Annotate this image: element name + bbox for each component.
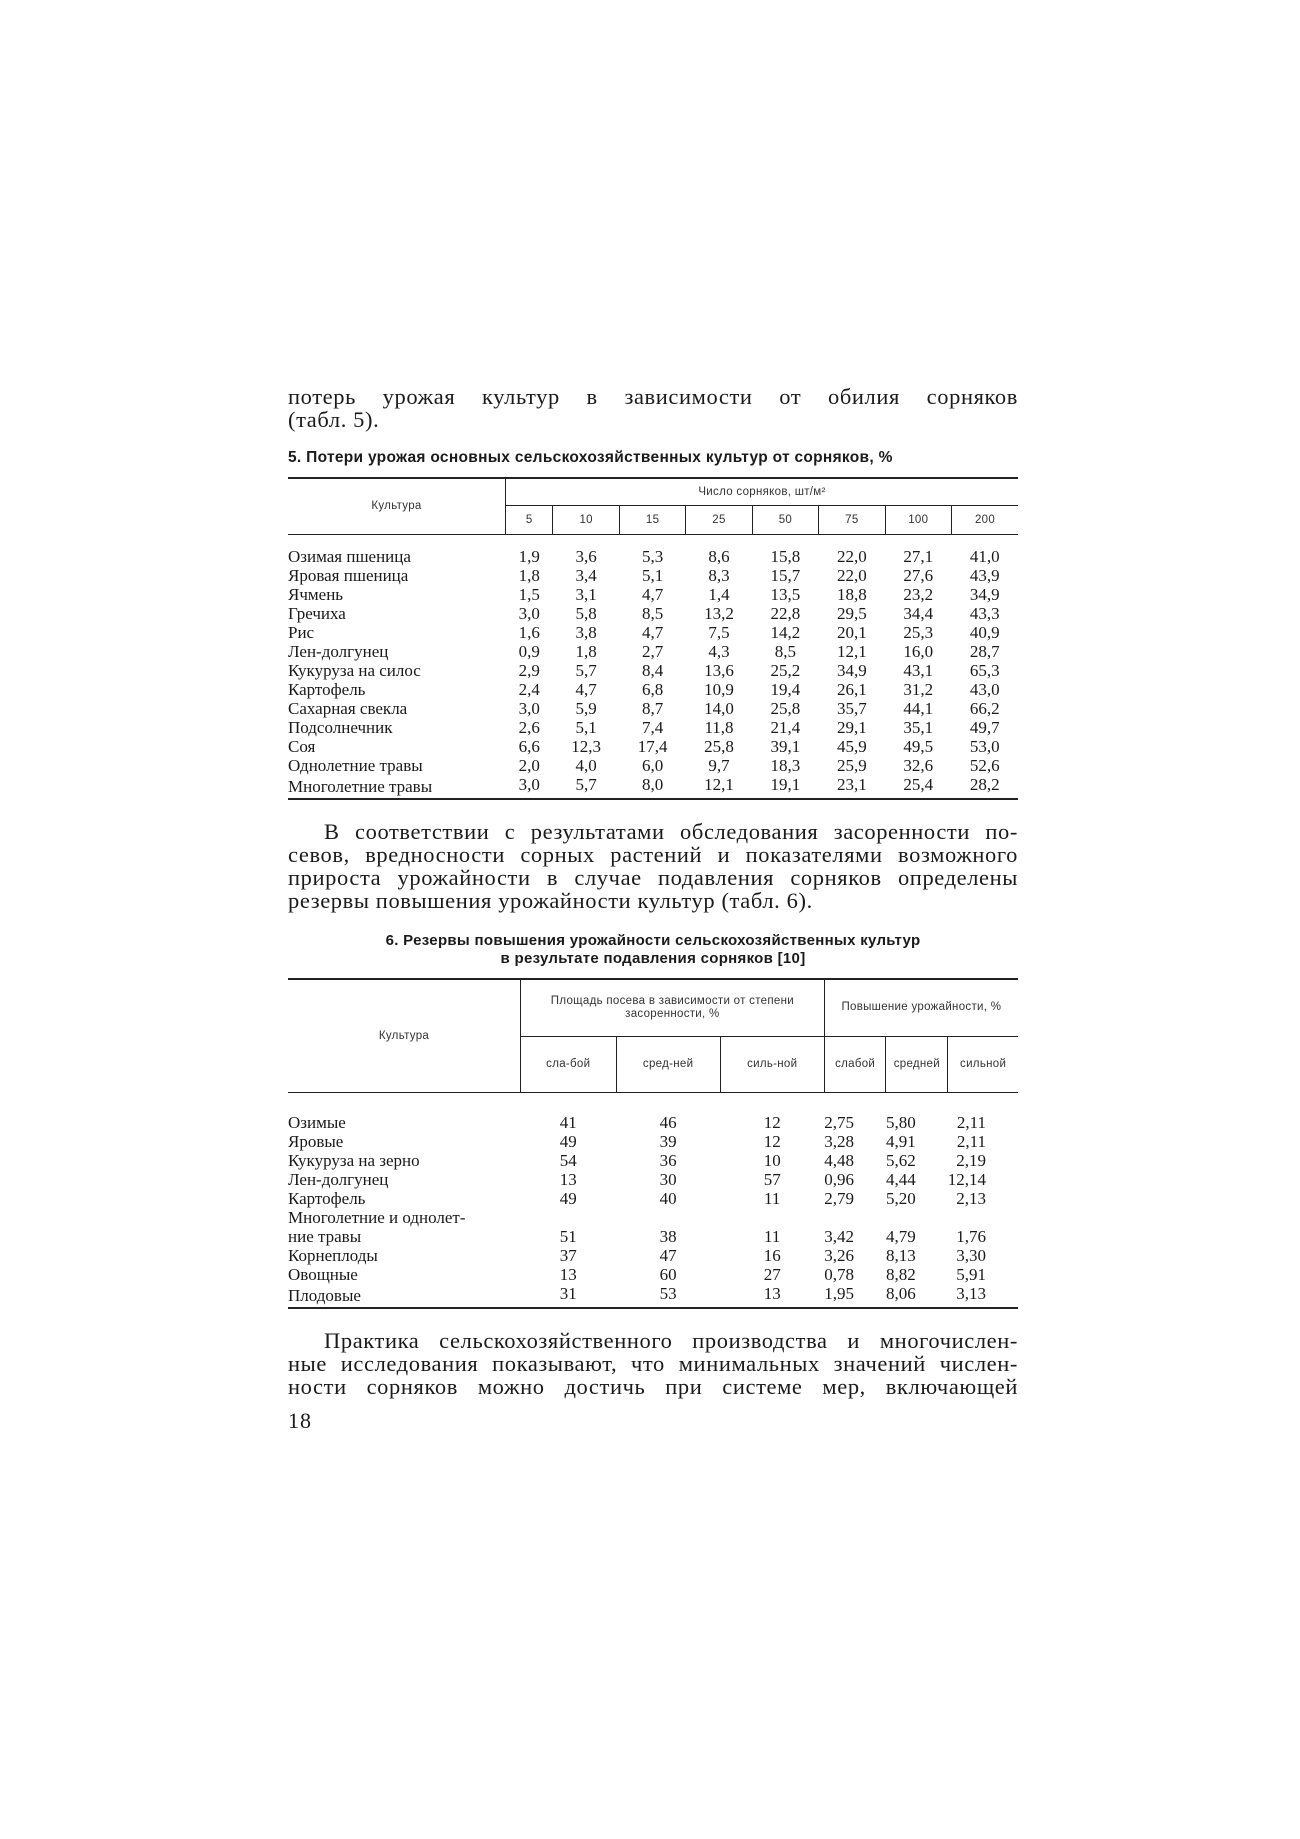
table-cell: 5,9 xyxy=(575,699,597,718)
table-cell: 6,8 xyxy=(641,680,664,699)
table-cell: 41,0 xyxy=(969,547,1000,566)
table5-column-header: 15 xyxy=(619,506,685,535)
table-row xyxy=(288,1284,1018,1308)
table-cell xyxy=(616,1208,720,1227)
table-cell: 23,1 xyxy=(836,775,867,794)
table-cell: 12,1 xyxy=(704,775,734,794)
table-cell: 8,5 xyxy=(774,642,797,661)
paragraph2-line-3: прироста урожайности в случае подавления сорняков определены xyxy=(288,865,1018,890)
table-cell: 25,3 xyxy=(903,623,934,642)
table-cell: 15,8 xyxy=(770,547,801,566)
table-row xyxy=(288,775,1018,799)
table-cell: 14,2 xyxy=(770,623,801,642)
table6-yield-subheader: слабой xyxy=(824,1036,886,1093)
table-row xyxy=(288,699,1018,718)
table-cell: 5,91 xyxy=(956,1265,986,1284)
table-cell: 65,3 xyxy=(969,661,1000,680)
table6-area-subheader: сред-ней xyxy=(616,1036,720,1093)
table-cell: 20,1 xyxy=(836,623,867,642)
table-row xyxy=(288,585,1018,604)
table-cell xyxy=(521,1208,617,1227)
row-label: Озимая пшеница xyxy=(288,547,411,566)
table-cell: 43,9 xyxy=(969,566,1000,585)
table-cell: 0,9 xyxy=(518,642,540,661)
table-row xyxy=(288,1093,1018,1133)
table-cell: 12,3 xyxy=(571,737,602,756)
table-cell: 16 xyxy=(763,1246,781,1265)
table-cell: 2,19 xyxy=(956,1151,986,1170)
row-label: Картофель xyxy=(288,680,366,699)
table-cell: 5,80 xyxy=(885,1113,916,1132)
table-cell: 13 xyxy=(559,1170,577,1189)
table6 xyxy=(288,978,1018,1309)
table-cell: 60 xyxy=(659,1265,677,1284)
table-cell: 31,2 xyxy=(903,680,934,699)
table-cell: 8,13 xyxy=(885,1246,916,1265)
table-cell: 51 xyxy=(559,1227,577,1246)
table-cell: 6,6 xyxy=(518,737,540,756)
table-cell: 25,4 xyxy=(903,775,934,794)
table5-caption: 5. Потери урожая основных сельскохозяйственных культур от сорняков, % xyxy=(288,449,893,466)
table-cell: 25,8 xyxy=(770,699,801,718)
table-cell: 22,8 xyxy=(770,604,801,623)
table5-header-culture: Культура xyxy=(288,478,506,535)
row-label: Ячмень xyxy=(288,585,344,604)
table-cell: 3,0 xyxy=(518,775,540,794)
table-cell: 23,2 xyxy=(903,585,934,604)
table-cell: 35,1 xyxy=(903,718,934,737)
row-label: Овощные xyxy=(288,1265,358,1284)
row-label: Соя xyxy=(288,737,316,756)
page-content xyxy=(288,385,1018,1434)
table-cell: 4,0 xyxy=(575,756,597,775)
table-cell: 22,0 xyxy=(836,547,867,566)
row-label: Гречиха xyxy=(288,604,346,623)
table-cell: 53,0 xyxy=(969,737,1000,756)
table-cell: 4,91 xyxy=(885,1132,916,1151)
table-cell: 5,7 xyxy=(575,661,597,680)
paragraph2-line-2: севов, вредносности сорных растений и показателями возможного xyxy=(288,842,1018,867)
row-label: Многолетние травы xyxy=(288,777,433,796)
table-row xyxy=(288,642,1018,661)
row-label: Многолетние и однолет- xyxy=(288,1208,466,1227)
row-label: Яровые xyxy=(288,1132,344,1151)
paragraph3-line-3: ности сорняков можно достичь при системе мер, включающей xyxy=(288,1374,1018,1399)
table-cell: 2,79 xyxy=(824,1189,854,1208)
table-cell: 4,48 xyxy=(824,1151,854,1170)
table-cell: 17,4 xyxy=(637,737,668,756)
table-cell: 1,95 xyxy=(824,1284,854,1303)
table6-header-culture: Культура xyxy=(288,979,521,1093)
intro-line-1: потерь урожая культур в зависимости от обилия сорняков xyxy=(288,384,1018,409)
table-row xyxy=(288,1170,1018,1189)
table-cell: 66,2 xyxy=(969,699,1000,718)
table-row xyxy=(288,604,1018,623)
table-cell: 8,82 xyxy=(885,1265,916,1284)
table-cell: 25,2 xyxy=(770,661,801,680)
table-cell: 5,7 xyxy=(575,775,597,794)
table-row xyxy=(288,661,1018,680)
table-cell: 3,28 xyxy=(824,1132,854,1151)
table-cell: 13,2 xyxy=(704,604,734,623)
table-cell: 32,6 xyxy=(903,756,934,775)
row-label: Картофель xyxy=(288,1189,366,1208)
table-cell: 1,8 xyxy=(575,642,597,661)
table-cell: 18,8 xyxy=(836,585,867,604)
table-cell: 11,8 xyxy=(704,718,734,737)
table6-caption-line-2: в результате подавления сорняков [10] xyxy=(500,950,806,967)
table-cell: 49 xyxy=(559,1189,577,1208)
table-cell: 27,6 xyxy=(903,566,934,585)
table-cell: 4,7 xyxy=(641,623,664,642)
row-label: Озимые xyxy=(288,1113,346,1132)
table-row xyxy=(288,718,1018,737)
table-cell: 19,1 xyxy=(770,775,801,794)
table-cell: 5,1 xyxy=(641,566,664,585)
row-label: ние травы xyxy=(288,1227,362,1246)
table5-column-header: 10 xyxy=(553,506,619,535)
table-cell: 8,4 xyxy=(641,661,664,680)
table6-area-subheader: силь-ной xyxy=(720,1036,824,1093)
table-cell: 1,76 xyxy=(956,1227,986,1246)
table-cell: 6,0 xyxy=(641,756,664,775)
table-cell: 29,5 xyxy=(836,604,867,623)
row-label: Подсолнечник xyxy=(288,718,393,737)
table5 xyxy=(288,477,1018,800)
table-cell: 10,9 xyxy=(704,680,734,699)
row-label: Корнеплоды xyxy=(288,1246,378,1265)
row-label: Однолетние травы xyxy=(288,756,423,775)
table-cell: 8,06 xyxy=(885,1284,916,1303)
table-cell: 8,6 xyxy=(708,547,730,566)
table-cell: 5,8 xyxy=(575,604,597,623)
table-row xyxy=(288,1265,1018,1284)
table6-header-area: Площадь посева в зависимости от степени засоренности, % xyxy=(521,979,825,1036)
table-cell: 12,14 xyxy=(947,1170,986,1189)
table-cell: 2,4 xyxy=(518,680,540,699)
table-cell xyxy=(948,1208,1018,1227)
table-cell: 43,3 xyxy=(969,604,1000,623)
row-label: Рис xyxy=(288,623,315,642)
table-cell: 3,0 xyxy=(518,699,540,718)
table-row xyxy=(288,1151,1018,1170)
table-cell: 2,6 xyxy=(518,718,540,737)
row-label: Лен-долгунец xyxy=(288,1170,389,1189)
table-cell: 22,0 xyxy=(836,566,867,585)
row-label: Кукуруза на зерно xyxy=(288,1151,420,1170)
table-cell: 5,20 xyxy=(885,1189,916,1208)
table-row xyxy=(288,623,1018,642)
table6-caption xyxy=(288,932,1018,968)
table-cell: 27,1 xyxy=(903,547,934,566)
table-row xyxy=(288,1246,1018,1265)
table-cell: 45,9 xyxy=(836,737,867,756)
table-cell: 2,11 xyxy=(956,1132,986,1151)
page-number: 18 xyxy=(288,1408,312,1433)
table-cell: 43,0 xyxy=(969,680,1000,699)
table6-yield-subheader: сильной xyxy=(948,1036,1018,1093)
table-cell: 31 xyxy=(559,1284,577,1303)
table-cell: 3,26 xyxy=(824,1246,854,1265)
table6-yield-subheader: средней xyxy=(886,1036,948,1093)
table-cell: 7,5 xyxy=(708,623,730,642)
table-cell: 44,1 xyxy=(903,699,934,718)
table-cell: 9,7 xyxy=(708,756,730,775)
table-cell: 39,1 xyxy=(770,737,801,756)
table-cell: 21,4 xyxy=(770,718,801,737)
table5-column-header: 200 xyxy=(951,506,1018,535)
table-cell: 2,75 xyxy=(824,1113,854,1132)
table-cell: 4,3 xyxy=(708,642,730,661)
table-cell: 16,0 xyxy=(903,642,934,661)
table5-column-header: 25 xyxy=(686,506,752,535)
table5-column-header: 50 xyxy=(752,506,818,535)
table-cell: 49 xyxy=(559,1132,577,1151)
intro-text xyxy=(288,385,1018,431)
table-cell: 2,0 xyxy=(518,756,540,775)
table-cell: 30 xyxy=(659,1170,677,1189)
table-cell: 13 xyxy=(763,1284,781,1303)
table6-header-yield: Повышение урожайности, % xyxy=(824,979,1018,1036)
table-cell: 3,42 xyxy=(824,1227,854,1246)
table-cell: 3,8 xyxy=(575,623,597,642)
table-cell xyxy=(824,1208,886,1227)
table-cell: 39 xyxy=(659,1132,677,1151)
table-cell: 1,5 xyxy=(518,585,540,604)
table-cell: 13,5 xyxy=(770,585,801,604)
table-cell: 38 xyxy=(659,1227,677,1246)
table5-column-header: 100 xyxy=(885,506,951,535)
table-cell: 8,0 xyxy=(641,775,664,794)
table-cell: 40 xyxy=(659,1189,677,1208)
table-row xyxy=(288,1189,1018,1208)
table-cell: 1,4 xyxy=(708,585,730,604)
row-label: Яровая пшеница xyxy=(288,566,409,585)
row-label: Лен-долгунец xyxy=(288,642,389,661)
table-cell: 5,3 xyxy=(641,547,664,566)
table6-caption-line-1: 6. Резервы повышения урожайности сельскохозяйственных культур xyxy=(385,932,921,949)
table-cell: 2,9 xyxy=(518,661,540,680)
table-cell: 54 xyxy=(559,1151,577,1170)
table-cell: 26,1 xyxy=(836,680,867,699)
table-cell: 27 xyxy=(763,1265,781,1284)
table-cell: 18,3 xyxy=(770,756,801,775)
table6-body xyxy=(288,1093,1018,1309)
table5-header-group: Число сорняков, шт/м² xyxy=(506,478,1019,506)
table-cell: 3,1 xyxy=(575,585,597,604)
table5-body xyxy=(288,535,1018,800)
paragraph3-line-1: Практика сельскохозяйственного производства и многочислен- xyxy=(324,1328,1018,1353)
table-cell: 5,62 xyxy=(885,1151,916,1170)
table-cell: 2,11 xyxy=(956,1113,986,1132)
table-row xyxy=(288,1208,1018,1227)
table-cell: 37 xyxy=(559,1246,577,1265)
table-cell: 11 xyxy=(764,1227,781,1246)
table-cell: 41 xyxy=(559,1113,577,1132)
table-cell: 28,7 xyxy=(969,642,1000,661)
table-cell: 3,30 xyxy=(956,1246,986,1265)
table-row xyxy=(288,535,1018,567)
table-cell xyxy=(886,1208,948,1227)
table-cell: 36 xyxy=(659,1151,677,1170)
row-label: Кукуруза на силос xyxy=(288,661,421,680)
table-cell: 3,4 xyxy=(575,566,597,585)
table-row xyxy=(288,680,1018,699)
table-cell: 34,9 xyxy=(836,661,867,680)
table-cell: 4,7 xyxy=(641,585,664,604)
table-cell: 47 xyxy=(659,1246,677,1265)
table-cell: 1,6 xyxy=(518,623,540,642)
paragraph-3 xyxy=(288,1329,1018,1398)
table-cell: 12 xyxy=(763,1132,781,1151)
table-cell: 4,79 xyxy=(885,1227,916,1246)
paragraph2-line-4: резервы повышения урожайности культур (табл. 6). xyxy=(288,888,813,913)
table-cell xyxy=(720,1208,824,1227)
table-cell: 11 xyxy=(764,1189,781,1208)
table-cell: 7,4 xyxy=(641,718,664,737)
table-cell: 57 xyxy=(763,1170,781,1189)
table-cell: 3,13 xyxy=(956,1284,986,1303)
table-cell: 1,8 xyxy=(518,566,540,585)
paragraph3-line-2: ные исследования показывают, что минимальных значений числен- xyxy=(288,1351,1018,1376)
table-cell: 5,1 xyxy=(575,718,597,737)
table-cell: 2,7 xyxy=(641,642,664,661)
table-cell: 49,7 xyxy=(969,718,1000,737)
table-cell: 3,6 xyxy=(575,547,597,566)
table-row xyxy=(288,737,1018,756)
table-cell: 4,7 xyxy=(575,680,597,699)
table-cell: 2,13 xyxy=(956,1189,986,1208)
table-row xyxy=(288,566,1018,585)
intro-line-2: (табл. 5). xyxy=(288,407,380,432)
table-cell: 28,2 xyxy=(969,775,1000,794)
table-cell: 34,9 xyxy=(969,585,1000,604)
table-cell: 8,3 xyxy=(708,566,730,585)
table-cell: 4,44 xyxy=(885,1170,916,1189)
table-cell: 43,1 xyxy=(903,661,934,680)
table-row xyxy=(288,1227,1018,1246)
row-label: Сахарная свекла xyxy=(288,699,408,718)
table-cell: 0,78 xyxy=(824,1265,854,1284)
table-cell: 0,96 xyxy=(824,1170,854,1189)
table-cell: 40,9 xyxy=(969,623,1000,642)
table-cell: 12,1 xyxy=(836,642,867,661)
table-cell: 49,5 xyxy=(903,737,934,756)
table-cell: 25,9 xyxy=(836,756,867,775)
table-cell: 10 xyxy=(763,1151,781,1170)
table-cell: 1,9 xyxy=(518,547,540,566)
table-cell: 8,5 xyxy=(641,604,664,623)
table-cell: 52,6 xyxy=(969,756,1000,775)
table-cell: 15,7 xyxy=(770,566,801,585)
table-cell: 14,0 xyxy=(704,699,734,718)
table-cell: 13,6 xyxy=(704,661,734,680)
table-row xyxy=(288,756,1018,775)
table-cell: 13 xyxy=(559,1265,577,1284)
table-cell: 25,8 xyxy=(704,737,734,756)
paragraph-2 xyxy=(288,820,1018,912)
table-cell: 19,4 xyxy=(770,680,801,699)
paragraph2-line-1: В соответствии с результатами обследования засоренности по- xyxy=(324,819,1018,844)
table-cell: 34,4 xyxy=(903,604,934,623)
table-cell: 12 xyxy=(763,1113,781,1132)
table-cell: 46 xyxy=(659,1113,677,1132)
table5-column-header: 5 xyxy=(506,506,553,535)
table5-column-header: 75 xyxy=(819,506,885,535)
table-row xyxy=(288,1132,1018,1151)
table-cell: 3,0 xyxy=(518,604,540,623)
table6-area-subheader: сла-бой xyxy=(521,1036,617,1093)
table-cell: 29,1 xyxy=(836,718,867,737)
table-cell: 53 xyxy=(659,1284,677,1303)
table-cell: 35,7 xyxy=(836,699,867,718)
table-cell: 8,7 xyxy=(641,699,664,718)
row-label: Плодовые xyxy=(288,1286,361,1305)
